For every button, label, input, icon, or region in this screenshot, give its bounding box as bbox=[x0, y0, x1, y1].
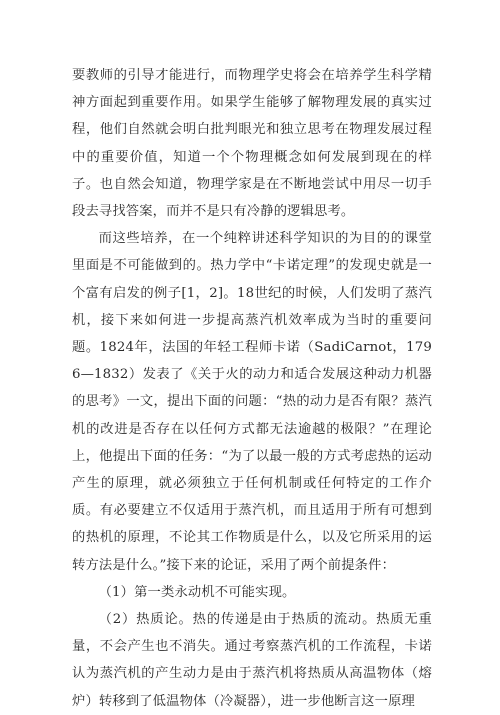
paragraph-premise-2: （2）热质论。热的传递是由于热质的流动。热质无重量，不会产生也不消失。通过考察蒸汽机的工作流程，卡诺认为蒸汽机的产生动力是由于蒸汽机将热质从高温物体（熔炉）转移到了低温物体（冷凝器），进一步他断言这一原理 bbox=[72, 612, 432, 709]
paragraph-premise-1: （1）第一类永动机不可能实现。 bbox=[98, 584, 296, 600]
paragraph-physics-history: 要教师的引导才能进行，而物理学史将会在培养学生科学精神方面起到重要作用。如果学生能够了解物理发展的真实过程，他们自然就会明白批判眼光和独立思考在物理发展过程中的重要价值，知道一个个物理概念如何发展到现在的样子。也自然会知道，物理学家是在不断地尝试中用尽一切手段去寻找答案，而并不是只有冷静的逻辑思考。 bbox=[72, 68, 432, 220]
document-page bbox=[72, 62, 432, 715]
paragraph-carnot-theorem: 而这些培养，在一个纯粹讲述科学知识的为目的的课堂里面是不可能做到的。热力学中“卡诺定理”的发现史就是一个富有启发的例子[1，2]。18世纪的时候，人们发明了蒸汽机，接下来如何进一步提高蒸汽机效率成为当时的重要问题。1824年，法国的年轻工程师卡诺（SadiCarnot，1796—1832）发表了《关于火的动力和适合发展这种动力机器的思考》一文，提出下面的问题：“热的动力是否有限？蒸汽机的改进是否存在以任何方式都无法逾越的极限？”在理论上，他提出下面的任务：“为了以最一般的方式考虑热的运动产生的原理，就必须独立于任何机制或任何特定的工作介质。有必要建立不仅适用于蒸汽机，而且适用于所有可想到的热机的原理，不论其工作物质是什么，以及它所采用的运转方法是什么。”接下来的论证，采用了两个前提条件： bbox=[72, 231, 432, 573]
